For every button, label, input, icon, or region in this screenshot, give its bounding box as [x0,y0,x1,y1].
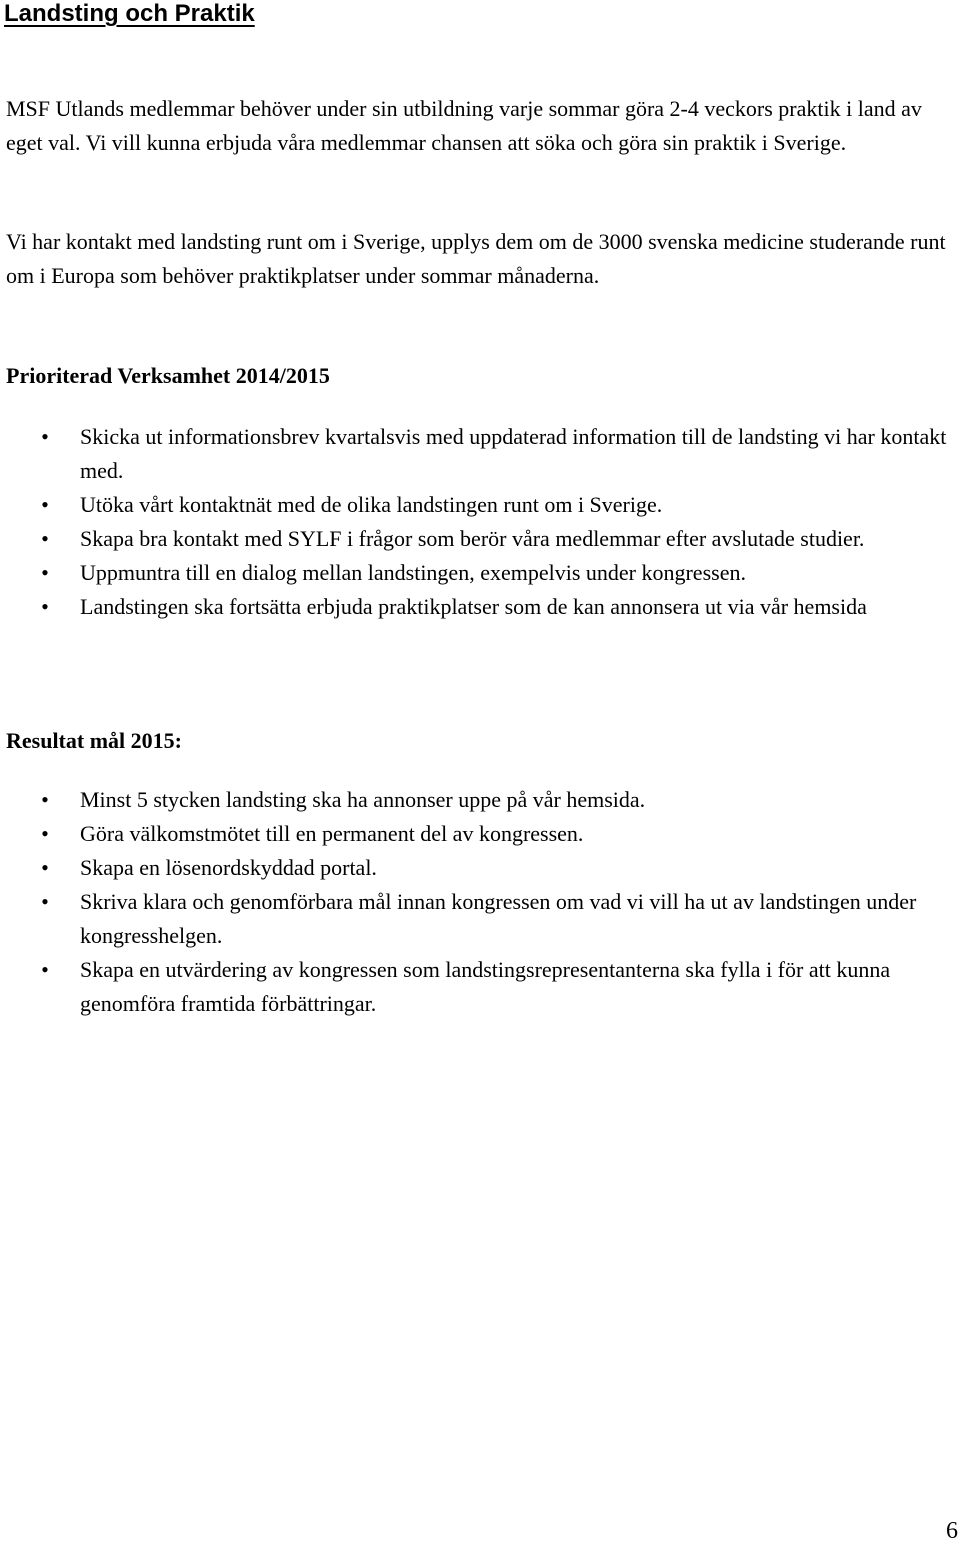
list-item-text: Uppmuntra till en dialog mellan landstingen, exempelvis under kongressen. [80,560,746,585]
list-item [0,783,956,817]
list-item-text: Utöka vårt kontaktnät med de olika landstingen runt om i Sverige. [80,492,663,517]
bullet-icon: • [41,526,49,551]
list-item [0,885,956,953]
priority-list [0,420,956,624]
bullet-icon: • [41,855,49,880]
list-item [0,953,956,1021]
list-item-text: Skicka ut informationsbrev kvartalsvis med uppdaterad information till de landsting vi har kontakt med. [80,424,947,483]
list-item-text: Skapa en utvärdering av kongressen som landstingsrepresentanterna ska fylla i för att kunna genomföra framtida förbättringar. [80,957,891,1016]
results-list [0,783,956,1021]
list-item [0,556,956,590]
list-item [0,420,956,488]
intro-paragraph: MSF Utlands medlemmar behöver under sin utbildning varje sommar göra 2-4 veckors praktik i land av eget val. Vi vill kunna erbjuda våra medlemmar chansen att söka och göra sin praktik i Sverige. [6,96,922,155]
bullet-icon: • [41,889,49,914]
page-number: 6 [946,1518,958,1544]
list-item-text: Minst 5 stycken landsting ska ha annonser uppe på vår hemsida. [80,787,646,812]
bullet-icon: • [41,787,49,812]
bullet-icon: • [41,560,49,585]
contact-paragraph: Vi har kontakt med landsting runt om i Sverige, upplys dem om de 3000 svenska medicine studerande runt om i Europa som behöver praktikplatser under sommar månaderna. [6,229,946,288]
results-heading: Resultat mål 2015: [6,728,182,753]
list-item-text: Göra välkomstmötet till en permanent del av kongressen. [80,821,584,846]
list-item [0,488,956,522]
document-title: Landsting och Praktik [4,0,255,27]
bullet-icon: • [41,492,49,517]
bullet-icon: • [41,424,49,449]
list-item [0,522,956,556]
list-item-text: Skapa bra kontakt med SYLF i frågor som berör våra medlemmar efter avslutade studier. [80,526,865,551]
list-item-text: Landstingen ska fortsätta erbjuda praktikplatser som de kan annonsera ut via vår hemsida [80,594,867,619]
bullet-icon: • [41,821,49,846]
list-item-text: Skriva klara och genomförbara mål innan kongressen om vad vi vill ha ut av landstingen under kongresshelgen. [80,889,917,948]
list-item [0,817,956,851]
list-item [0,590,956,624]
list-item-text: Skapa en lösenordskyddad portal. [80,855,377,880]
bullet-icon: • [41,594,49,619]
bullet-icon: • [41,957,49,982]
priority-heading: Prioriterad Verksamhet 2014/2015 [6,363,330,388]
list-item [0,851,956,885]
